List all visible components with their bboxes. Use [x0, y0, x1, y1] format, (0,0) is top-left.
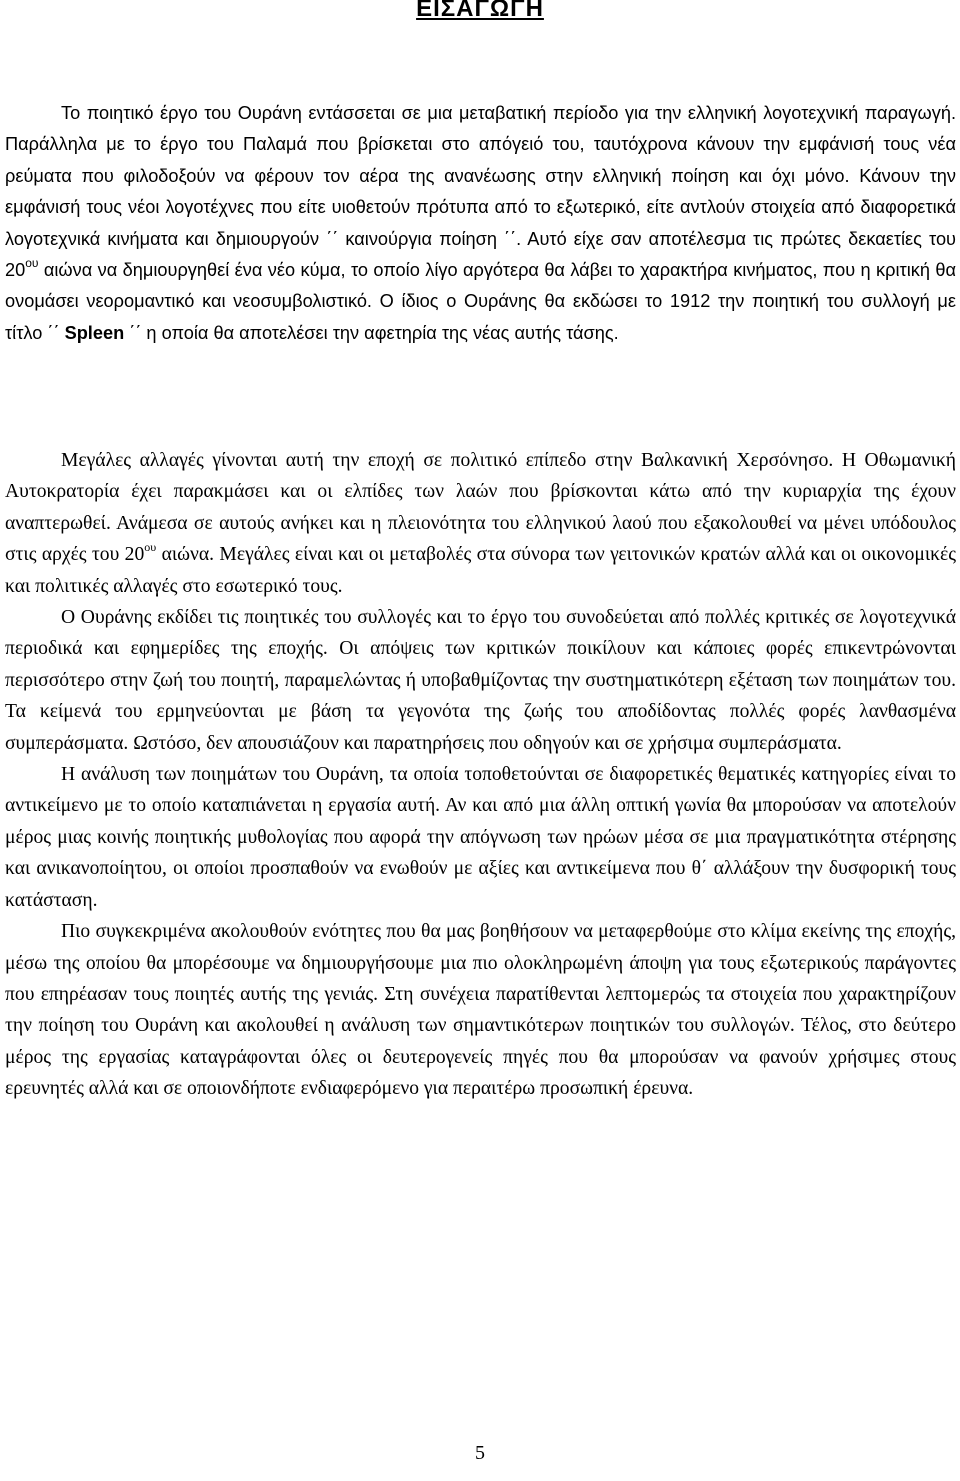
- paragraph-2-text-a: Μεγάλες αλλαγές γίνονται αυτή την εποχή σε πολιτικό επίπεδο στην Βαλκανική Χερσόνησο. Η Οθωμανική Αυτοκρατορία έχει παρακμάσει και οι ελπίδες των λαών που βρίσκονται κάτω από την κυριαρχία της έχουν αναπτερωθεί. Ανάμεσα σε αυτούς ανήκει και η πλειονότητα του ελληνικού λαού που εξακολουθεί να μένει υπόδουλος στις αρχές του 20: [5, 450, 956, 566]
- body-text: [5, 445, 956, 1105]
- paragraph-2-text-b: αιώνα. Μεγάλες είναι και οι μεταβολές στα σύνορα των γειτονικών κρατών αλλά και οι οικονομικές και πολιτικές αλλαγές στο εσωτερικό τους.: [5, 544, 957, 597]
- superscript-ordinal: ου: [25, 256, 39, 271]
- paragraph-1-text-b: αιώνα να δημιουργηθεί ένα νέο κύμα, το οποίο λίγο αργότερα θα λάβει το χαρακτήρα κινήματος, που η κριτική θα ονομάσει νεορομαντικό και νεοσυμβολιστικό. Ο ίδιος ο Ουράνης θα εκδώσει το 1912 την ποιητική του συλλογή με τίτλο ΄΄: [5, 260, 956, 343]
- page-title: ΕΙΣΑΓΩΓΗ: [416, 0, 544, 22]
- paragraph-3: Ο Ουράνης εκδίδει τις ποιητικές του συλλογές και το έργο του συνοδεύεται από πολλές κριτικές σε λογοτεχνικά περιοδικά και εφημερίδες της εποχής. Οι απόψεις των κριτικών ποικίλουν και κάποιες φορές επικεντρώνονται περισσότερο στην ζωή του ποιητή, παραμελώντας ή υποβαθμίζοντας την συστηματικότερη εξέταση των ποιημάτων του. Τα κείμενά του ερμηνεύονται με βάση τα γεγονότα της ζωής του αποδίδοντας πολλές φορές λανθασμένα συμπεράσματα. Ωστόσο, δεν απουσιάζουν και παρατηρήσεις που οδηγούν και σε χρήσιμα συμπεράσματα.: [5, 607, 956, 754]
- paragraph-2: [5, 445, 956, 602]
- paragraph-1-text-c: ΄΄ η οποία θα αποτελέσει την αφετηρία της νέας αυτής τάσης.: [124, 322, 619, 343]
- paragraph-1: [5, 98, 956, 349]
- paragraph-1-text-a: Το ποιητικό έργο του Ουράνη εντάσσεται σε μια μεταβατική περίοδο για την ελληνική λογοτεχνική παραγωγή. Παράλληλα με το έργο του Παλαμά που βρίσκεται στο απόγειό του, ταυτόχρονα κάνουν την εμφάνισή τους νέα ρεύματα που φιλοδοξούν να φέρουν τον αέρα της ανανέωσης στην ελληνική ποίηση και όχι μόνο. Κάνουν την εμφάνισή τους νέοι λογοτέχνες που είτε υιοθετούν πρότυπα από το εξωτερικό, είτε αντλούν στοιχεία από διαφορετικά λογοτεχνικά κινήματα και δημιουργούν ΄΄ καινούργια ποίηση ΄΄. Αυτό είχε σαν αποτέλεσμα τις πρώτες δεκαετίες του 20: [5, 103, 956, 281]
- collection-title-spleen: Spleen: [64, 322, 125, 343]
- superscript-ordinal: ου: [144, 540, 157, 555]
- paragraph-5: Πιο συγκεκριμένα ακολουθούν ενότητες που θα μας βοηθήσουν να μεταφερθούμε στο κλίμα εκείνης της εποχής, μέσω της οποίου θα μπορέσουμε να δημιουργήσουμε μια πιο ολοκληρωμένη άποψη για τους εξωτερικούς παράγοντες που επηρέασαν τους ποιητές αυτής της γενιάς. Στη συνέχεια παρατίθενται λεπτομερώς τα στοιχεία που χαρακτηρίζουν την ποίηση του Ουράνη και ακολουθεί η ανάλυση των σημαντικότερων ποιητικών του συλλογών. Τέλος, στο δεύτερο μέρος της εργασίας καταγράφονται όλες οι δευτερογενείς πηγές που θα μπορούσαν να φανούν χρήσιμες στους ερευνητές αλλά και σε οποιονδήποτε ενδιαφερόμενο για περαιτέρω προσωπική έρευνα.: [5, 921, 956, 1100]
- paragraph-4: Η ανάλυση των ποιημάτων του Ουράνη, τα οποία τοποθετούνται σε διαφορετικές θεματικές κατηγορίες είναι το αντικείμενο με το οποίο καταπιάνεται η εργασία αυτή. Αν και από μια άλλη οπτική γωνία θα μπορούσαν να αποτελούν μέρος μιας κοινής ποιητικής μυθολογίας που αφορά την απόγνωση των ηρώων μέσα σε μια πραγματικότητα στέρησης και ανικανοποίητου, οι οποίοι προσπαθούν να ενωθούν με αξίες και αντικείμενα που θ΄ αλλάξουν την δυσφορική τους κατάσταση.: [5, 764, 956, 911]
- page-number: 5: [475, 1442, 485, 1464]
